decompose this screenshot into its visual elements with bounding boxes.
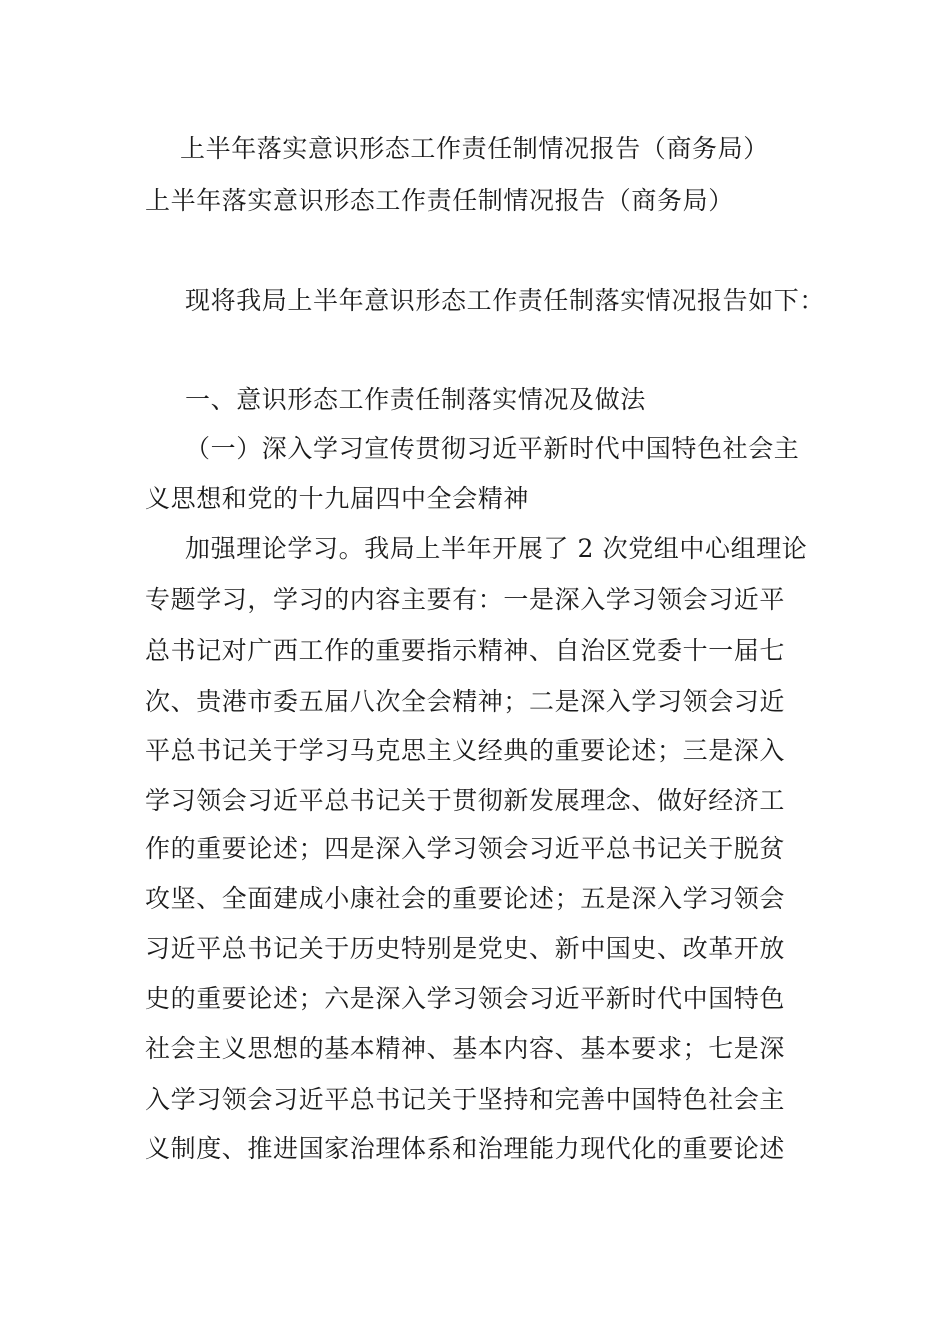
paragraph-line: 义制度、推进国家治理体系和治理能力现代化的重要论述: [145, 1134, 786, 1163]
paragraph-line: 加强理论学习。我局上半年开展了 2 次党组中心组理论: [185, 534, 808, 563]
section-heading-1: 一、意识形态工作责任制落实情况及做法: [185, 385, 646, 414]
paragraph-line: 学习领会习近平总书记关于贯彻新发展理念、做好经济工: [145, 786, 786, 815]
paragraph-line: 平总书记关于学习马克思主义经典的重要论述；三是深入: [145, 736, 786, 765]
paragraph-line: 作的重要论述；四是深入学习领会习近平总书记关于脱贫: [145, 834, 786, 863]
subsection-heading-line-1: （一）深入学习宣传贯彻习近平新时代中国特色社会主: [185, 434, 800, 463]
paragraph-line: 习近平总书记关于历史特别是党史、新中国史、改革开放: [145, 934, 786, 963]
intro-paragraph: 现将我局上半年意识形态工作责任制落实情况报告如下：: [185, 286, 826, 315]
subsection-heading-line-2: 义思想和党的十九届四中全会精神: [145, 484, 530, 513]
paragraph-line: 次、贵港市委五届八次全会精神；二是深入学习领会习近: [145, 687, 786, 716]
paragraph-line: 专题学习，学习的内容主要有：一是深入学习领会习近平: [145, 585, 786, 614]
paragraph-line: 总书记对广西工作的重要指示精神、自治区党委十一届七: [145, 636, 786, 665]
paragraph-line: 攻坚、全面建成小康社会的重要论述；五是深入学习领会: [145, 884, 786, 913]
paragraph-line: 社会主义思想的基本精神、基本内容、基本要求；七是深: [145, 1034, 786, 1063]
paragraph-line: 史的重要论述；六是深入学习领会习近平新时代中国特色: [145, 984, 786, 1013]
paragraph-line: 入学习领会习近平总书记关于坚持和完善中国特色社会主: [145, 1085, 786, 1114]
document-title-line-2: 上半年落实意识形态工作责任制情况报告（商务局）: [145, 186, 734, 215]
document-title-line-1: 上半年落实意识形态工作责任制情况报告（商务局）: [180, 134, 769, 163]
